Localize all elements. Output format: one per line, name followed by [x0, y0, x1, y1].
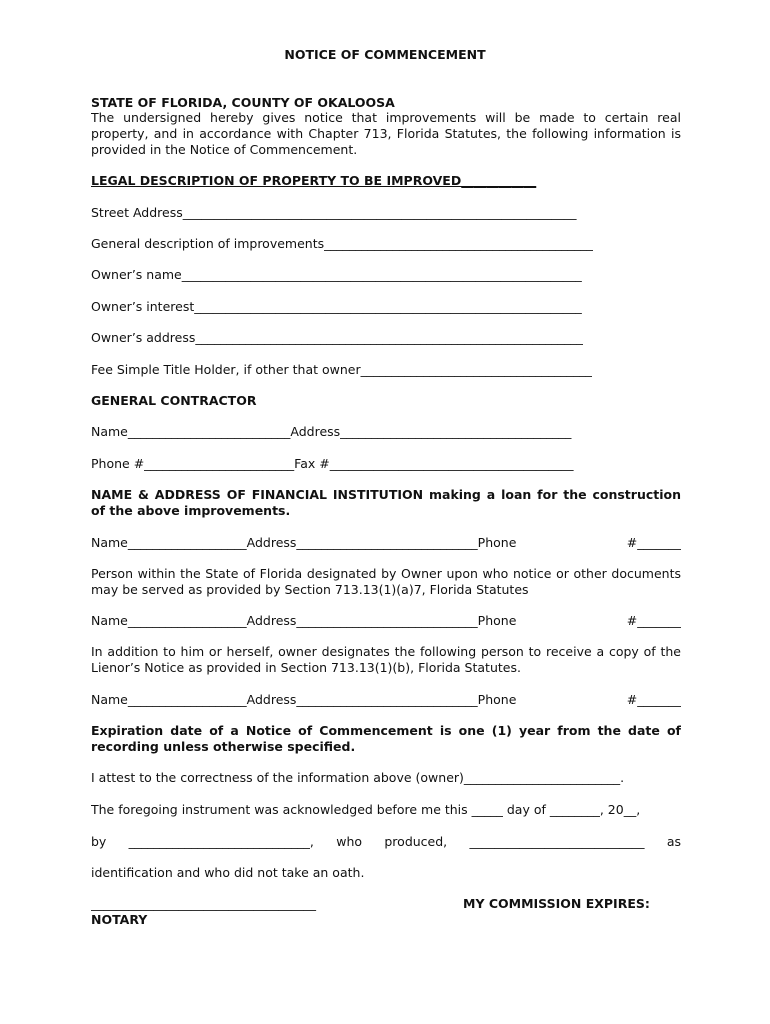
- notary-label: NOTARY: [91, 912, 148, 927]
- attest-field[interactable]: I attest to the correctness of the information above (owner)_________________________.: [91, 770, 625, 785]
- copy-recipient-text-1: In addition to him or herself, owner designates the following person to receive a copy of the: [91, 644, 681, 659]
- copy-recipient-field[interactable]: Name___________________Address_____________________________Phone #_______: [91, 692, 681, 707]
- owner-interest-field[interactable]: Owner’s interest______________________________________________________________: [91, 299, 582, 314]
- intro-line-3: provided in the Notice of Commencement.: [91, 142, 358, 157]
- contractor-phone-fax-field[interactable]: Phone #________________________Fax #_______________________________________: [91, 456, 574, 471]
- document-title: NOTICE OF COMMENCEMENT: [284, 47, 486, 62]
- acknowledged-field[interactable]: The foregoing instrument was acknowledged before me this _____ day of ________, 20__,: [91, 802, 641, 817]
- contractor-name-address-field[interactable]: Name__________________________Address_____________________________________: [91, 424, 572, 439]
- general-contractor-heading: GENERAL CONTRACTOR: [91, 393, 257, 408]
- designee-text-1: Person within the State of Florida designated by Owner upon who notice or other documents: [91, 566, 681, 581]
- general-description-field[interactable]: General description of improvements___________________________________________: [91, 236, 593, 251]
- street-address-field[interactable]: Street Address_______________________________________________________________: [91, 205, 577, 220]
- financial-institution-heading-2: of the above improvements.: [91, 503, 291, 518]
- produced-by-field[interactable]: by _____________________________, who produced, ____________________________ as: [91, 834, 681, 849]
- legal-description-heading: LEGAL DESCRIPTION OF PROPERTY TO BE IMPROVED____________: [91, 173, 537, 188]
- commission-expires-label: MY COMMISSION EXPIRES:: [463, 896, 650, 911]
- copy-recipient-text-2: Lienor’s Notice as provided in Section 713.13(1)(b), Florida Statutes.: [91, 660, 521, 675]
- identification-text: identification and who did not take an oath.: [91, 865, 365, 880]
- designee-field[interactable]: Name___________________Address_____________________________Phone #_______: [91, 613, 681, 628]
- intro-line-2: property, and in accordance with Chapter 713, Florida Statutes, the following information is: [91, 126, 681, 141]
- fee-simple-holder-field[interactable]: Fee Simple Title Holder, if other that owner_____________________________________: [91, 362, 592, 377]
- expiration-notice-1: Expiration date of a Notice of Commencement is one (1) year from the date of: [91, 723, 681, 738]
- expiration-notice-2: recording unless otherwise specified.: [91, 739, 356, 754]
- financial-institution-heading-1: NAME & ADDRESS OF FINANCIAL INSTITUTION making a loan for the construction: [91, 487, 681, 502]
- intro-line-1: The undersigned hereby gives notice that improvements will be made to certain real: [91, 110, 681, 125]
- financial-institution-field[interactable]: Name___________________Address_____________________________Phone #_______: [91, 535, 681, 550]
- notary-signature-line[interactable]: ____________________________________: [91, 896, 316, 911]
- owner-address-field[interactable]: Owner’s address______________________________________________________________: [91, 330, 583, 345]
- state-county-heading: STATE OF FLORIDA, COUNTY OF OKALOOSA: [91, 95, 395, 110]
- designee-text-2: may be served as provided by Section 713.13(1)(a)7, Florida Statutes: [91, 582, 529, 597]
- owner-name-field[interactable]: Owner’s name________________________________________________________________: [91, 267, 582, 282]
